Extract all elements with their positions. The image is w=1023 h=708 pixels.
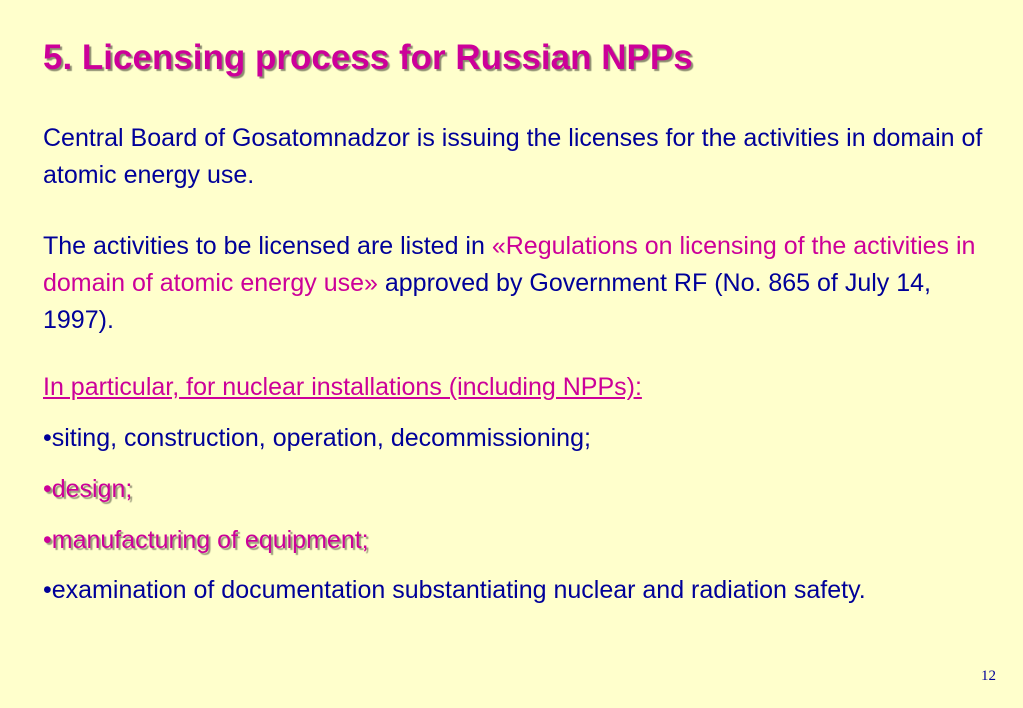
page-number: 12	[981, 668, 996, 684]
bullet-siting: •siting, construction, operation, decommissioning;	[43, 424, 591, 452]
slide-title: 5. Licensing process for Russian NPPs	[43, 38, 693, 77]
nuclear-installations-note: In particular, for nuclear installations (including NPPs):	[43, 373, 642, 401]
paragraph-regulations-before: The activities to be licensed are listed in	[43, 232, 492, 260]
bullet-design: •design;	[43, 475, 133, 503]
paragraph-gosatomnadzor: Central Board of Gosatomnadzor is issuing the licenses for the activities in domain of atomic energy use.	[43, 124, 983, 189]
bullet-examination: •examination of documentation substantiating nuclear and radiation safety.	[43, 576, 866, 604]
paragraph-regulations	[43, 228, 983, 339]
bullet-manufacturing: •manufacturing of equipment;	[43, 526, 369, 554]
regulations-title: «Regulations on licensing of the activities in domain of atomic energy use»	[43, 232, 976, 297]
paragraph-regulations-after: approved by Government RF (No. 865 of July 14, 1997).	[43, 269, 931, 334]
